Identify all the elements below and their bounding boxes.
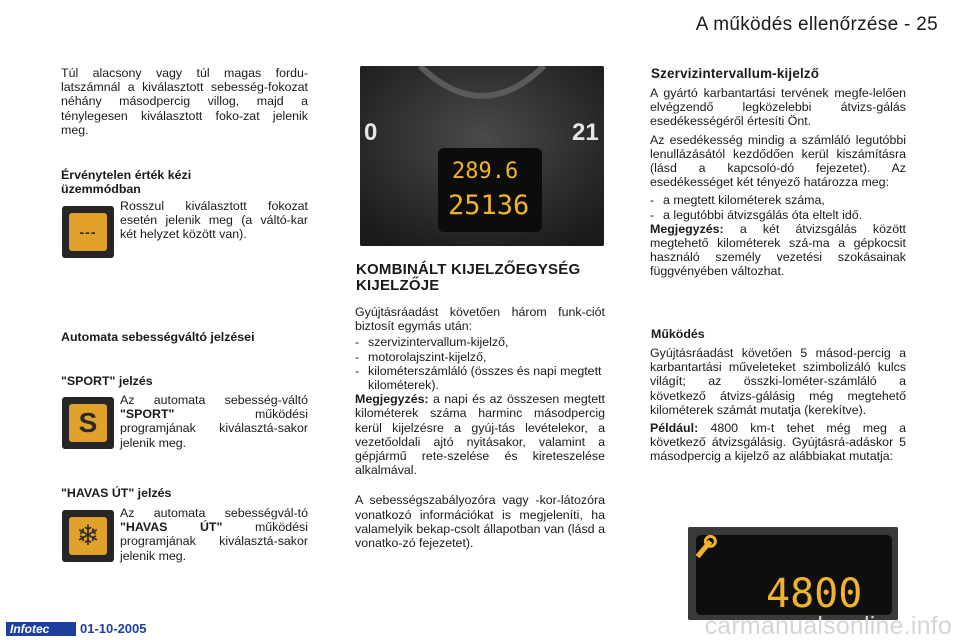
service-p1: A gyártó karbantartási tervének megfe-lelően elvégzendő legközelebbi átvizs-gálás esedékességéről értesíti Önt.	[650, 86, 906, 129]
function-list	[355, 335, 605, 392]
snow-heading: "HAVAS ÚT" jelzés	[61, 486, 172, 500]
sport-s-icon: S	[69, 404, 107, 442]
combined-note: Megjegyzés: a napi és az összesen megtett kilométerek száma harminc másodpercig kerül kijelzésre a gyúj-tás levételekor, a vezetőoldali ajtó nyitásakor, valamint a gépjármű rete-szelése és kireteszelése alkalmával.	[355, 392, 605, 478]
watermark: carmanualsonline.info	[704, 612, 952, 640]
sport-indicator	[62, 397, 114, 449]
intro-paragraph: Túl alacsony vagy túl magas fordu-latszámnál a kiválasztott sebesség-fokozat néhány másodpercig villog, majd a ténylegesen kiválasztott foko-zat jelenik meg.	[61, 66, 308, 137]
dash-icon: ---	[69, 213, 107, 251]
dial-left-number: 0	[364, 119, 378, 146]
speed-limiter-text: A sebességszabályozóra vagy -kor-látozóra vonatkozó információkat is megjeleníti, ha valamelyik bekap-csolt állapotban van (lásd a vonatko-zó fejezetet).	[355, 493, 605, 551]
list-item: - kilométerszámláló (összes és napi megtett kilométerek).	[355, 364, 605, 392]
footer-date: 01-10-2005	[80, 621, 147, 636]
snow-indicator	[62, 510, 114, 562]
sport-heading: "SPORT" jelzés	[61, 374, 153, 388]
example-text: Például: 4800 km-t tehet még meg a következő átvizsgálásig. Gyújtásrá-adáskor 5 másodpercig a kijelző az alábbiakat mutatja:	[650, 421, 906, 464]
odometer-readout: 25136	[448, 190, 530, 221]
service-note: Megjegyzés: a két átvizsgálás között megtehető kilométerek szá-ma a gépkocsit használó személy vezetési szokásainak függvényében változhat.	[650, 221, 906, 279]
operation-heading: Működés	[651, 327, 705, 341]
list-item: - a megtett kilométerek száma,	[650, 193, 906, 207]
list-item: - motorolajszint-kijelző,	[355, 350, 605, 364]
list-item: - a legutóbbi átvizsgálás óta eltelt idő.	[650, 208, 906, 222]
combined-intro: Gyújtásráadást követően három funk-ciót biztosít egymás után:	[355, 305, 605, 334]
combined-display-heading: KOMBINÁLT KIJELZŐEGYSÉG KIJELZŐJE	[356, 261, 581, 294]
invalid-gear-indicator	[62, 206, 114, 258]
automatic-gearbox-heading: Automata sebességváltó jelzései	[61, 330, 255, 344]
service-factors-list	[650, 193, 906, 221]
service-display-photo	[688, 527, 898, 620]
page-title: A működés ellenőrzése - 25	[695, 14, 938, 35]
service-p2: Az esedékesség mindig a számláló legutóbbi lenullázásától kezdődően kerül kiszámításra (lásd a kapcsoló-dó fejezetet). Az esedékességet két tényező határozza meg:	[650, 132, 906, 190]
operation-text: Gyújtásráadást követően 5 másod-percig a karbantartási műveleteket szimbolizáló kulcs világít; az összki-lométer-számláló a következő átvizs-gálásig még megtehető kilométerek számát mutatja (kerekítve).	[650, 346, 906, 417]
trip-readout: 289.6	[452, 159, 519, 184]
combined-display-body	[355, 305, 605, 550]
invalid-value-text: Rosszul kiválasztott fokozat esetén jelenik meg (a váltó-kar két helyzet között van).	[120, 199, 308, 242]
service-distance-readout: 4800	[766, 571, 863, 617]
service-indicator-heading: Szervizintervallum-kijelző	[651, 66, 820, 81]
sport-text: Az automata sebesség-váltó "SPORT" működési programjának kiválasztá-sakor jelenik meg.	[120, 393, 308, 450]
list-item: - szervizintervallum-kijelző,	[355, 335, 605, 349]
snow-text: Az automata sebességvál-tó "HAVAS ÚT" működési programjának kiválasztá-sakor jelenik meg.	[120, 506, 308, 563]
service-indicator-body	[650, 86, 906, 279]
instrument-cluster-photo	[360, 66, 604, 246]
operation-body	[650, 346, 906, 464]
snowflake-icon: ❄	[69, 517, 107, 555]
service-display-graphic	[688, 527, 898, 620]
dial-right-number: 21	[572, 119, 599, 146]
invalid-value-heading: Érvénytelen érték kézi üzemmódban	[61, 168, 192, 197]
instrument-cluster-graphic	[360, 66, 604, 246]
infotec-logo: Infotec	[6, 622, 76, 636]
